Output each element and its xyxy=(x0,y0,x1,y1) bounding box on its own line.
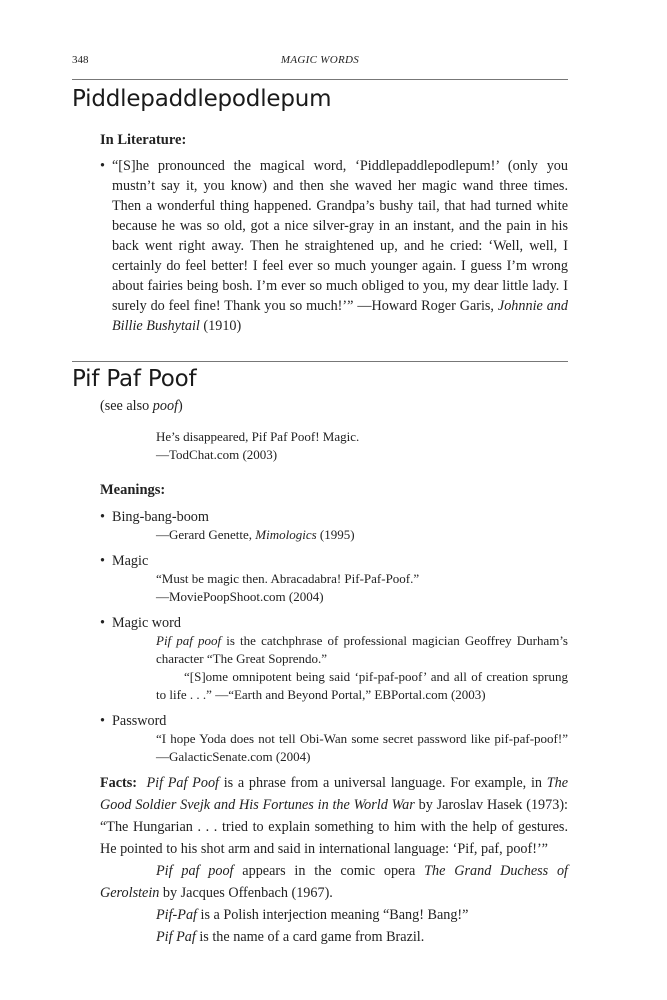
meaning-quote: “Must be magic then. Abracadabra! Pif-Paf-Poof.” xyxy=(156,571,420,586)
meaning-label: Password xyxy=(112,713,167,729)
entry1-body xyxy=(100,130,568,336)
facts-term: Pif Paf Poof xyxy=(146,775,219,791)
intro-quote: He’s disappeared, Pif Paf Poof! Magic. xyxy=(156,429,360,444)
facts-text: is a phrase from a universal language. For example, in xyxy=(218,775,547,791)
meaning-quote: “I hope Yoda does not tell Obi-Wan some secret password like pif-paf-poof!” —GalacticSenate.com (2004) xyxy=(156,731,568,764)
facts-text: by Jacques Offenbach (1967). xyxy=(159,885,333,901)
meaning-item xyxy=(100,508,568,544)
meaning-source-prefix: —Gerard Genette, xyxy=(156,527,256,542)
facts-text: by Jaroslav Hasek (1973): “The Hungarian . . . tried to explain something to him with the help of gestures. He pointed to his shot arm and said in international language: ‘Pif, paf, poof!’” xyxy=(100,797,568,857)
literature-source-year: (1910) xyxy=(199,318,242,334)
bullet-icon: • xyxy=(100,553,105,569)
literature-source-title: Johnnie and Billie Bushytail xyxy=(112,298,568,334)
facts-text: is a Polish interjection meaning “Bang! Bang!” xyxy=(196,907,469,923)
meaning-item xyxy=(100,552,568,606)
facts-paragraph-3 xyxy=(100,904,568,926)
facts-paragraph-1 xyxy=(100,772,568,860)
facts-paragraph-4 xyxy=(100,926,568,948)
running-title: MAGIC WORDS xyxy=(280,54,360,66)
facts-book-title: The Good Soldier Svejk and His Fortunes in the World War xyxy=(100,775,568,813)
facts-text: appears in the comic opera xyxy=(233,863,425,879)
running-header xyxy=(72,54,568,70)
see-also-word: poof xyxy=(152,398,179,414)
facts-paragraph-2 xyxy=(100,860,568,904)
literature-quote xyxy=(100,156,568,336)
meaning-quote xyxy=(100,632,568,704)
in-literature-heading: In Literature: xyxy=(100,132,187,148)
meaning-source: —MoviePoopShoot.com (2004) xyxy=(156,589,324,604)
facts-text: is the name of a card game from Brazil. xyxy=(195,929,425,945)
meaning-source-title: Mimologics xyxy=(255,527,317,542)
entry-title-pif-paf-poof: Pif Paf Poof xyxy=(72,366,197,392)
meaning-label: Magic xyxy=(112,553,149,569)
facts-opera-title: The Grand Duchess of Gerolstein xyxy=(100,863,568,901)
see-also-prefix: (see also xyxy=(100,398,153,414)
header-rule xyxy=(72,79,568,80)
literature-quote-text: “[S]he pronounced the magical word, ‘Piddlepaddlepodlepum!’ (only you mustn’t say it, you know) and then she waved her magic wand three times. Then a wonderful thing happened. Grandpa’s bushy tail, that had turned white because he was so old, got a nice silver-gray in an instant, and the pain in his back went right away. Then he straightened up, and he cried: ‘Well, well, I certainly do feel better! I feel ever so much younger again. I guess I’m wrong about fairies being bosh. I’m ever so much obliged to you, my dear little lady. I surely do feel fine! Thank you so much!’” —Howard Roger Garis, xyxy=(112,158,568,314)
entry-divider xyxy=(72,361,568,362)
meaning-sub-quote: “[S]ome omnipotent being said ‘pif-paf-poof’ and all of creation sprung to life . . .” —“Earth and Beyond Portal,” EBPortal.com (2003) xyxy=(156,669,568,702)
meaning-source-year: (1995) xyxy=(316,527,355,542)
intro-quote-block xyxy=(156,428,568,464)
see-also-line xyxy=(100,396,568,416)
meaning-label: Bing-bang-boom xyxy=(112,509,209,525)
intro-source: —TodChat.com (2003) xyxy=(156,447,278,462)
facts-term: Pif-Paf xyxy=(156,907,197,923)
entry-title-piddlepaddlepodlepum: Piddlepaddlepodlepum xyxy=(72,86,332,112)
bullet-icon: • xyxy=(100,615,105,631)
meaning-quote-rest: is the catchphrase of professional magician Geoffrey Durham’s character “The Great Soprendo.” xyxy=(156,633,568,666)
meaning-source xyxy=(100,526,568,544)
facts-heading: Facts: xyxy=(100,775,138,791)
meaning-quote-ital: Pif paf poof xyxy=(156,633,222,648)
bullet-icon: • xyxy=(100,713,105,729)
facts-term: Pif paf poof xyxy=(156,863,234,879)
facts-term: Pif Paf xyxy=(156,929,196,945)
meaning-label: Magic word xyxy=(112,615,181,631)
facts-section xyxy=(100,772,568,948)
page-number: 348 xyxy=(72,54,89,66)
see-also-suffix: ) xyxy=(178,398,183,414)
meaning-item xyxy=(100,614,568,704)
bullet-icon: • xyxy=(100,509,105,525)
bullet-icon: • xyxy=(100,158,105,174)
meanings-section xyxy=(100,480,568,766)
meaning-item xyxy=(100,712,568,766)
meanings-heading: Meanings: xyxy=(100,482,166,498)
